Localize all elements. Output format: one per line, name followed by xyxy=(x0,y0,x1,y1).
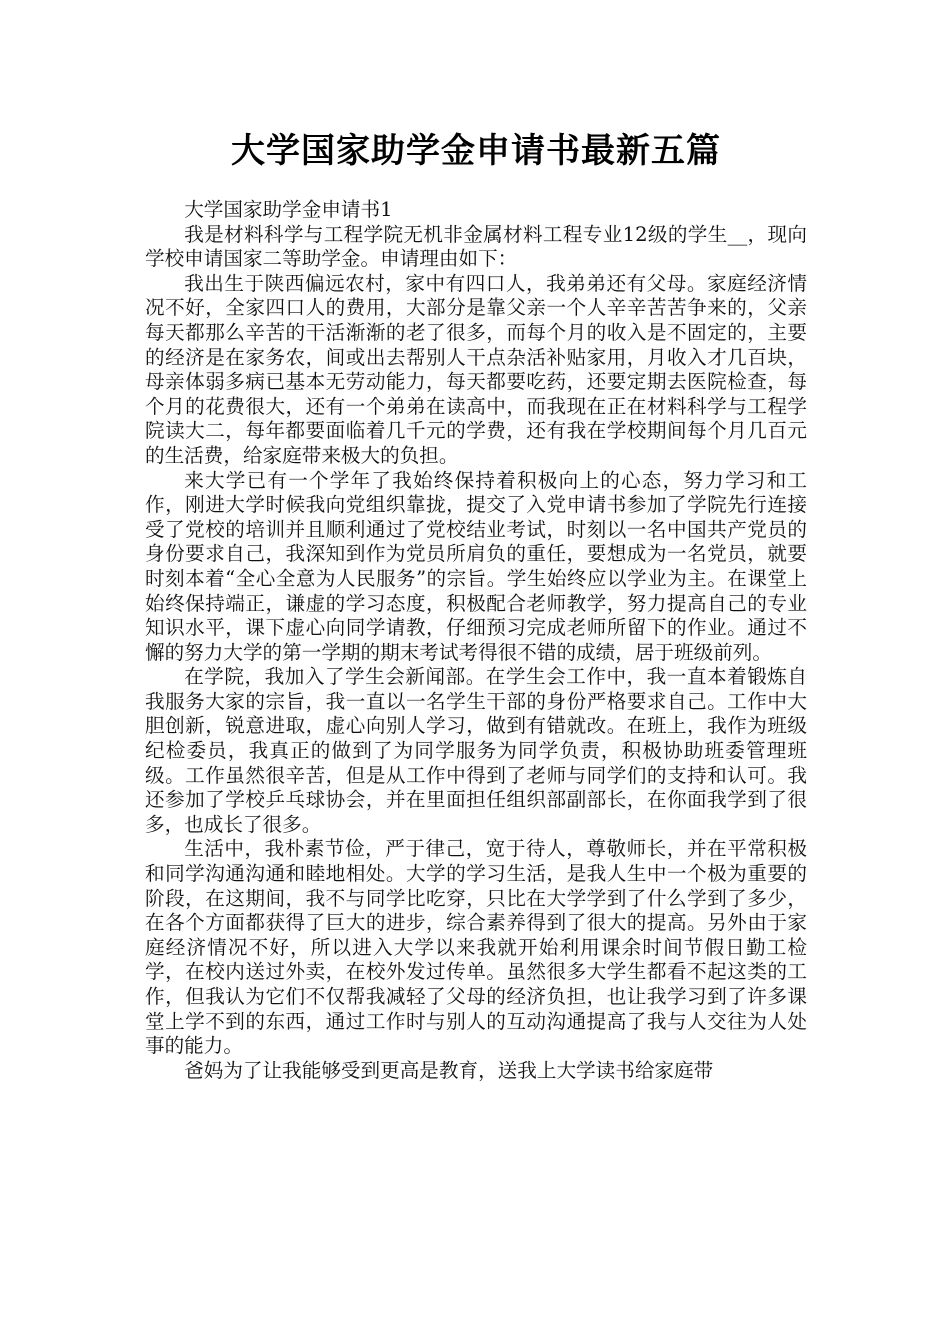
document-title: 大学国家助学金申请书最新五篇 xyxy=(231,131,721,171)
section-heading: 大学国家助学金申请书1 xyxy=(184,198,393,221)
paragraph-family: 我出生于陕西偏远农村，家中有四口人，我弟弟还有父母。家庭经济情况不好，全家四口人的费用，大部分是靠父亲一个人辛辛苦苦争来的，父亲每天都那么辛苦的干活渐渐的老了很多，而每个月的收入是不固定的，主要的经济是在家务农，间或出去帮别人干点杂活补贴家用，月收入才几百块，母亲体弱多病已基本无劳动能力，每天都要吃药，还要定期去医院检查，每个月的花费很大，还有一个弟弟在读高中，而我现在正在材料科学与工程学院读大二，每年都要面临着几千元的学费，还有我在学校期间每个月几百元的生活费，给家庭带来极大的负担。 xyxy=(145,271,807,467)
paragraph-life: 生活中，我朴素节俭，严于律己，宽于待人，尊敬师长，并在平常积极和同学沟通沟通和睦地相处。大学的学习生活，是我人生中一个极为重要的阶段，在这期间，我不与同学比吃穿，只比在大学学到了什么学到了多少，在各个方面都获得了巨大的进步，综合素养得到了很大的提高。另外由于家庭经济情况不好，所以进入大学以来我就开始利用课余时间节假日勤工检学，在校内送过外卖，在校外发过传单。虽然很多大学生都看不起这类的工作，但我认为它们不仅帮我减轻了父母的经济负担，也让我学习到了许多课堂上学不到的东西，通过工作时与别人的互动沟通提高了我与人交往为人处事的能力。 xyxy=(145,837,807,1058)
document-body xyxy=(145,198,807,1083)
document-page xyxy=(145,128,807,1083)
paragraph-intro: 我是材料科学与工程学院无机非金属材料工程专业12级的学生__，现向学校申请国家二等助学金。申请理由如下： xyxy=(145,222,807,271)
paragraph-work: 在学院，我加入了学生会新闻部。在学生会工作中，我一直本着锻炼自我服务大家的宗旨，我一直以一名学生干部的身份严格要求自己。工作中大胆创新，锐意进取，虚心向别人学习，做到有错就改。在班上，我作为班级纪检委员，我真正的做到了为同学服务为同学负责，积极协助班委管理班级。工作虽然很辛苦，但是从工作中得到了老师与同学们的支持和认可。我还参加了学校乒乓球协会，并在里面担任组织部副部长，在你面我学到了很多，也成长了很多。 xyxy=(145,665,807,836)
paragraph-study: 来大学已有一个学年了我始终保持着积极向上的心态，努力学习和工作，刚进大学时候我向党组织靠拢，提交了入党申请书参加了学院先行连接受了党校的培训并且顺利通过了党校结业考试，时刻以一名中国共产党员的身份要求自己，我深知到作为党员所肩负的重任，要想成为一名党员，就要时刻本着“全心全意为人民服务”的宗旨。学生始终应以学业为主。在课堂上始终保持端正，谦虚的学习态度，积极配合老师教学，努力提高自己的专业知识水平，课下虚心向同学请教，仔细预习完成老师所留下的作业。通过不懈的努力大学的第一学期的期末考试考得很不错的成绩，居于班级前列。 xyxy=(145,468,807,664)
paragraph-parents: 爸妈为了让我能够受到更高是教育，送我上大学读书给家庭带 xyxy=(184,1058,714,1082)
